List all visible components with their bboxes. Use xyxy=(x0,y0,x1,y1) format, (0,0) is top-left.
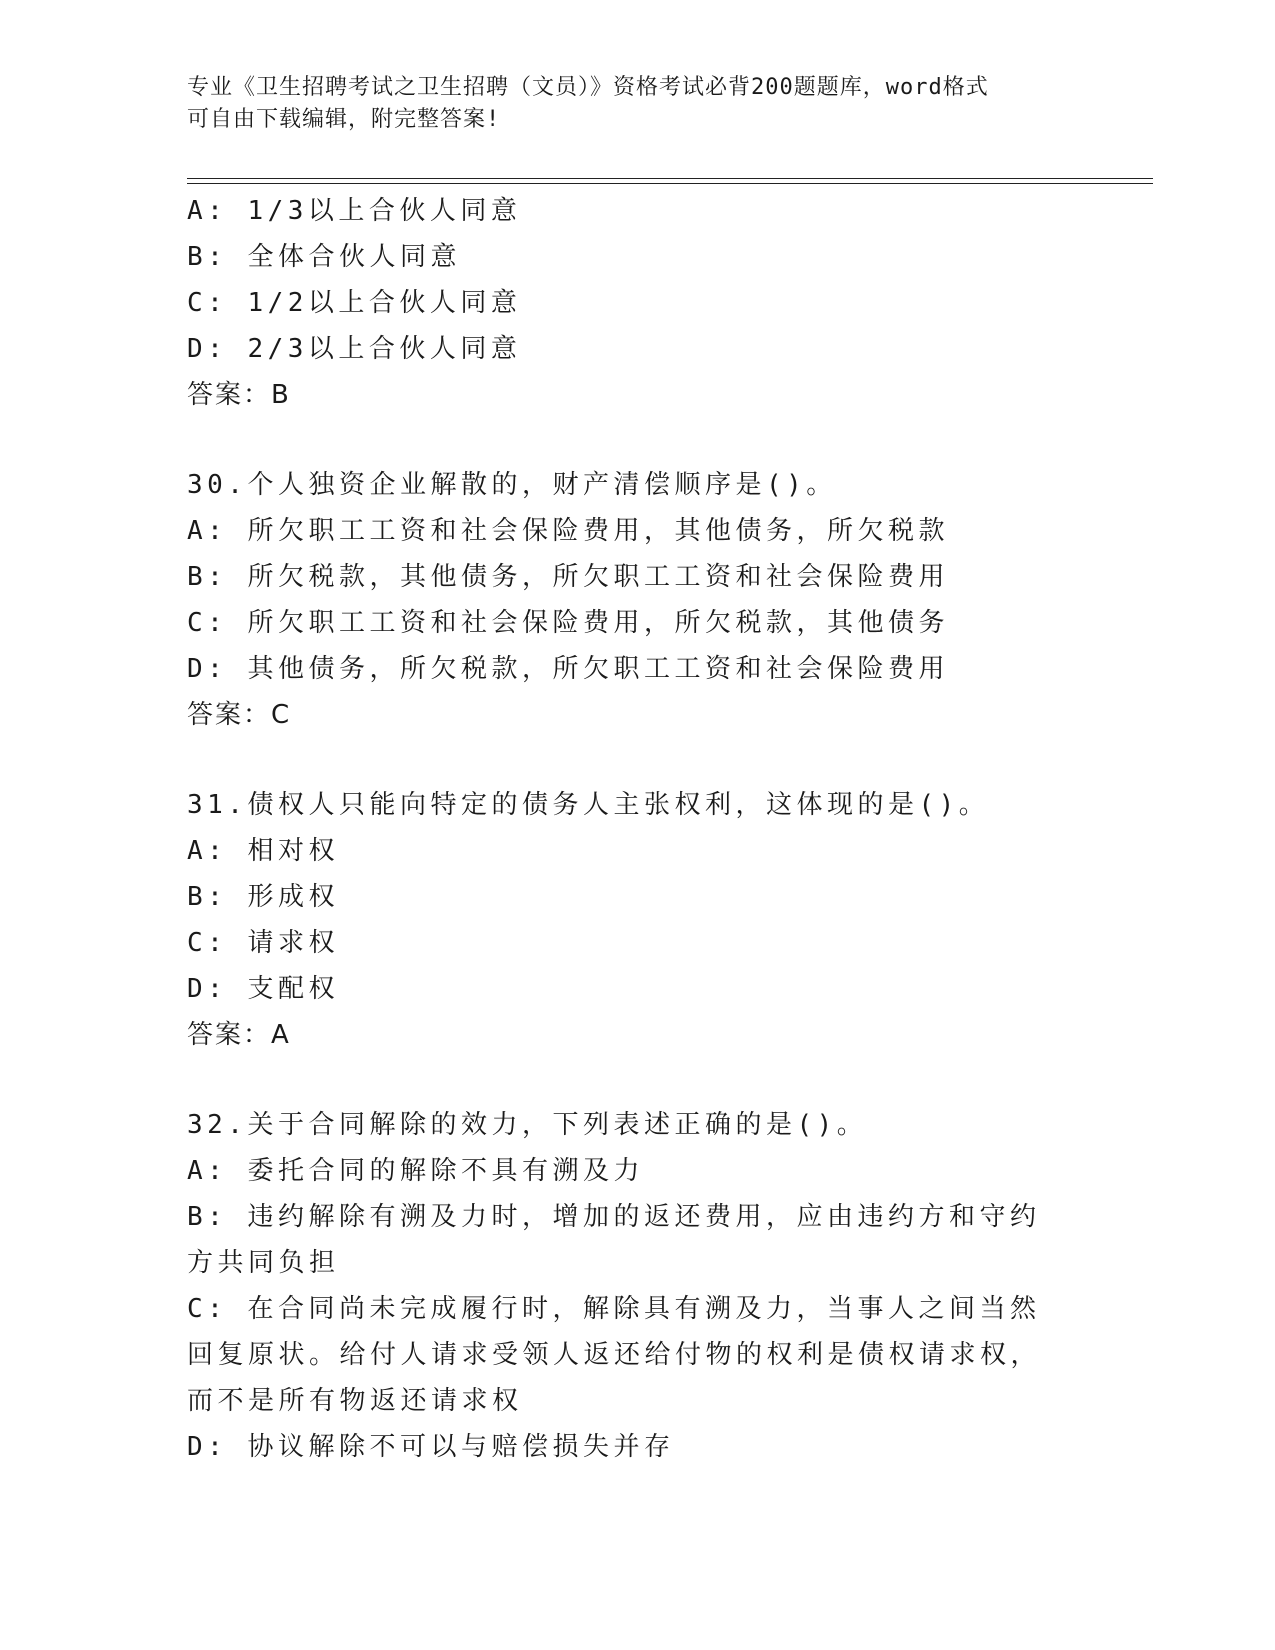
question-stem: 30.个人独资企业解散的，财产清偿顺序是()。 xyxy=(187,470,837,500)
question-29-continued xyxy=(187,188,1087,418)
question-stem: 32.关于合同解除的效力，下列表述正确的是()。 xyxy=(187,1110,868,1140)
header-divider-bottom xyxy=(187,183,1153,184)
question-30 xyxy=(187,462,1087,738)
option-a: A: 相对权 xyxy=(187,836,339,866)
question-list xyxy=(187,188,1087,1470)
option-b: B: 形成权 xyxy=(187,882,339,912)
option-b: B: 违约解除有溯及力时，增加的返还费用，应由违约方和守约方共同负担 xyxy=(187,1202,1041,1278)
option-d: D: 支配权 xyxy=(187,974,339,1004)
option-c: C: 1/2以上合伙人同意 xyxy=(187,288,522,318)
option-c: C: 在合同尚未完成履行时，解除具有溯及力，当事人之间当然回复原状。给付人请求受领人返还给付物的权利是债权请求权，而不是所有物返还请求权 xyxy=(187,1294,1042,1416)
answer-line: 答案：B xyxy=(187,380,291,410)
option-a: A: 所欠职工工资和社会保险费用，其他债务，所欠税款 xyxy=(187,516,949,546)
question-31 xyxy=(187,782,1087,1058)
question-32 xyxy=(187,1102,1087,1470)
option-d: D: 协议解除不可以与赔偿损失并存 xyxy=(187,1432,675,1462)
header-line-1: 专业《卫生招聘考试之卫生招聘（文员）》资格考试必背200题题库，word格式 xyxy=(187,75,989,100)
option-b: B: 全体合伙人同意 xyxy=(187,242,461,272)
option-d: D: 2/3以上合伙人同意 xyxy=(187,334,522,364)
document-header xyxy=(187,72,1067,136)
option-a: A: 1/3以上合伙人同意 xyxy=(187,196,522,226)
option-c: C: 所欠职工工资和社会保险费用，所欠税款，其他债务 xyxy=(187,608,949,638)
option-d: D: 其他债务，所欠税款，所欠职工工资和社会保险费用 xyxy=(187,654,949,684)
answer-line: 答案：C xyxy=(187,700,292,730)
header-divider-top xyxy=(187,178,1153,179)
option-b: B: 所欠税款，其他债务，所欠职工工资和社会保险费用 xyxy=(187,562,949,592)
option-c: C: 请求权 xyxy=(187,928,339,958)
answer-line: 答案：A xyxy=(187,1020,291,1050)
option-a: A: 委托合同的解除不具有溯及力 xyxy=(187,1156,644,1186)
question-stem: 31.债权人只能向特定的债务人主张权利，这体现的是()。 xyxy=(187,790,990,820)
header-line-2: 可自由下载编辑，附完整答案! xyxy=(187,107,501,132)
